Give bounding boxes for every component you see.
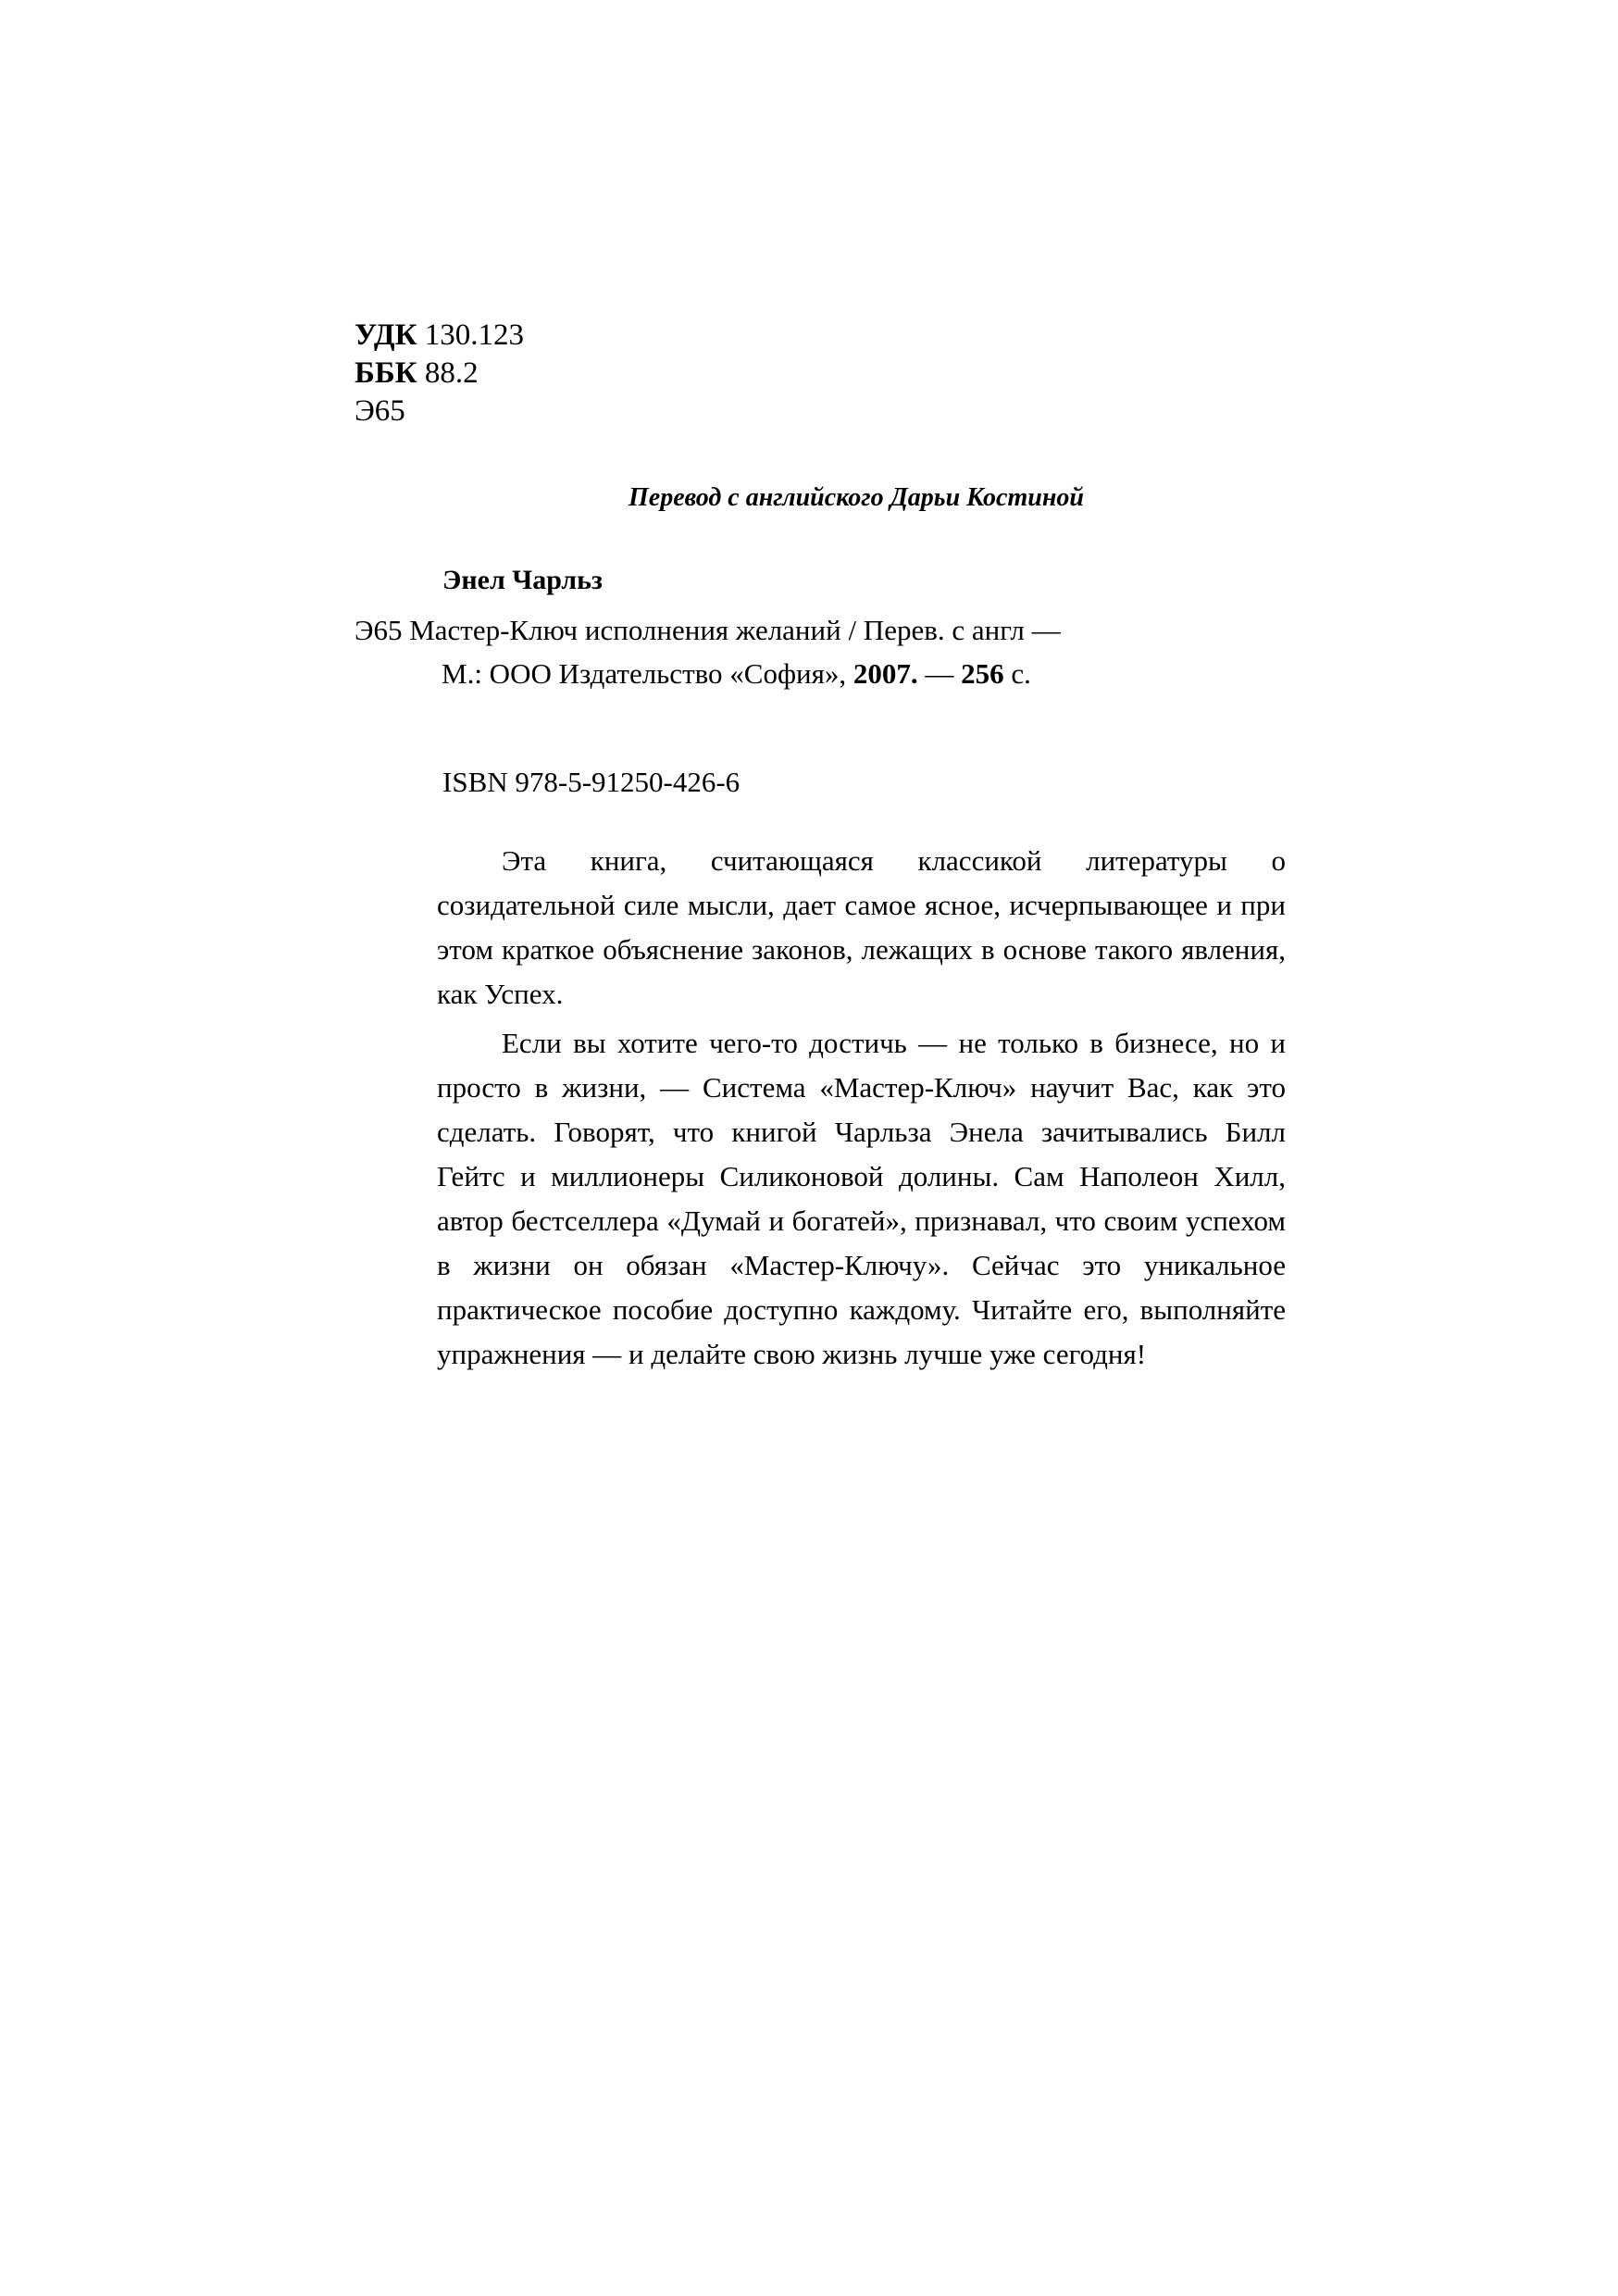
classification-block (355, 317, 524, 430)
annotation-paragraph-2: Если вы хотите чего-то достичь — не только в бизнесе, но и просто в жизни, — Система «Мастер-Ключ» научит Вас, как это сделать. Говорят, что книгой Чарльза Энела зачитывались Билл Гейтс и миллионеры Силиконовой долины. Сам Наполеон Хилл, автор бестселлера «Думай и богатей», признавал, что своим успехом в жизни он обязан «Мастер-Ключу». Сейчас это уникальное практическое пособие доступно каждому. Читайте его, выполняйте упражнения — и делайте свою жизнь лучше уже сегодня! (437, 1027, 1286, 1370)
biblio-line-2 (355, 652, 1061, 695)
biblio-dash: — (917, 657, 962, 690)
udk-label: УДК (355, 318, 417, 352)
udk-value: 130.123 (424, 318, 525, 352)
bbk-value: 88.2 (424, 356, 479, 390)
biblio-pages: 256 (961, 657, 1004, 690)
annotation (437, 839, 1286, 1381)
bibliographic-record (355, 608, 1061, 695)
author-name: Энел Чарльз (442, 565, 603, 595)
bbk-label: ББК (355, 356, 417, 390)
author-mark: Э65 (355, 394, 405, 428)
bbk-row (355, 355, 524, 393)
biblio-pages-suffix: с. (1003, 657, 1031, 690)
biblio-publisher: М.: ООО Издательство «София», (442, 657, 853, 690)
biblio-year: 2007. (853, 657, 918, 690)
udk-row (355, 317, 524, 355)
biblio-line-1: Э65 Мастер-Ключ исполнения желаний / Перев. с англ — (355, 614, 1061, 646)
isbn: ISBN 978-5-91250-426-6 (442, 766, 741, 798)
translator-note: Перевод с английского Дарьи Костиной (629, 483, 1084, 512)
annotation-paragraph-1: Эта книга, считающаяся классикой литературы о созидательной силе мысли, дает самое ясное, исчерпывающее и при этом краткое объяснение законов, лежащих в основе такого явления, как Успех. (437, 844, 1286, 1010)
